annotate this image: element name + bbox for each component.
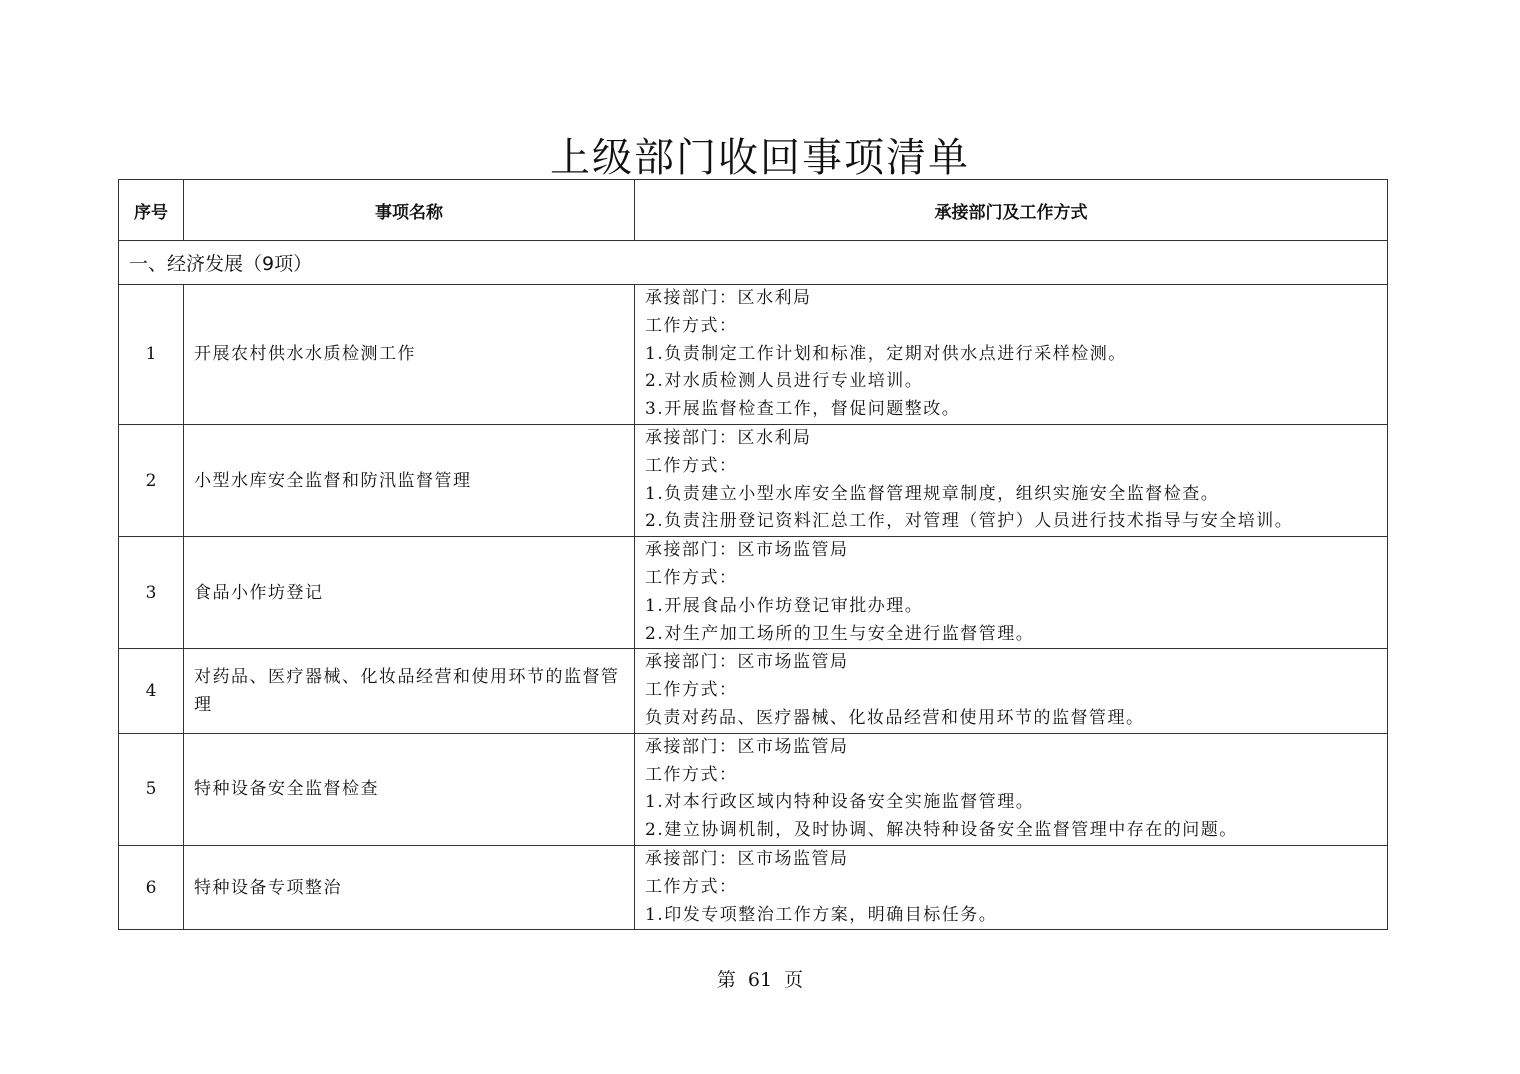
table-row <box>119 537 1388 649</box>
detail-line: 负责对药品、医疗器械、化妆品经营和使用环节的监督管理。 <box>645 707 1145 728</box>
page-title: 上级部门收回事项清单 <box>550 135 970 181</box>
item-name: 特种设备安全监督检查 <box>184 733 635 845</box>
items-table <box>118 179 1388 930</box>
row-number: 1 <box>119 285 184 425</box>
item-detail <box>635 285 1388 425</box>
row-number: 6 <box>119 845 184 929</box>
header-dept: 承接部门及工作方式 <box>635 180 1388 241</box>
item-detail <box>635 733 1388 845</box>
section-title: 一、经济发展（9项） <box>119 241 1388 285</box>
row-number: 2 <box>119 424 184 536</box>
detail-line: 工作方式： <box>645 764 738 785</box>
row-number: 3 <box>119 537 184 649</box>
detail-line: 1.对本行政区域内特种设备安全实施监督管理。 <box>645 792 1035 813</box>
row-number: 5 <box>119 733 184 845</box>
detail-line: 工作方式： <box>645 455 738 476</box>
detail-line: 2.负责注册登记资料汇总工作，对管理（管护）人员进行技术指导与安全培训。 <box>645 511 1294 532</box>
item-name: 特种设备专项整治 <box>184 845 635 929</box>
item-name: 食品小作坊登记 <box>184 537 635 649</box>
header-name: 事项名称 <box>184 180 635 241</box>
page-number: 61 <box>747 969 773 991</box>
table-row <box>119 424 1388 536</box>
item-detail <box>635 845 1388 929</box>
page-footer <box>0 965 1520 992</box>
item-detail <box>635 424 1388 536</box>
detail-line: 承接部门：区市场监管局 <box>645 540 849 561</box>
row-number: 4 <box>119 649 184 733</box>
detail-line: 承接部门：区市场监管局 <box>645 848 849 869</box>
detail-line: 工作方式： <box>645 315 738 336</box>
item-name: 小型水库安全监督和防汛监督管理 <box>184 424 635 536</box>
item-detail <box>635 649 1388 733</box>
detail-line: 承接部门：区市场监管局 <box>645 736 849 757</box>
table-row <box>119 845 1388 929</box>
section-row <box>119 241 1388 285</box>
footer-prefix: 第 <box>716 969 736 991</box>
item-name: 对药品、医疗器械、化妆品经营和使用环节的监督管理 <box>184 649 635 733</box>
detail-line: 承接部门：区水利局 <box>645 288 812 308</box>
footer-suffix: 页 <box>784 969 804 991</box>
detail-line: 工作方式： <box>645 680 738 701</box>
item-detail <box>635 537 1388 649</box>
detail-line: 承接部门：区水利局 <box>645 427 812 448</box>
detail-line: 1.负责建立小型水库安全监督管理规章制度，组织实施安全监督检查。 <box>645 483 1220 504</box>
detail-line: 1.印发专项整治工作方案，明确目标任务。 <box>645 904 998 925</box>
table-row <box>119 733 1388 845</box>
detail-line: 1.开展食品小作坊登记审批办理。 <box>645 595 924 616</box>
detail-line: 2.对水质检测人员进行专业培训。 <box>645 371 924 392</box>
item-name: 开展农村供水水质检测工作 <box>184 285 635 425</box>
header-no: 序号 <box>119 180 184 241</box>
detail-line: 承接部门：区市场监管局 <box>645 652 849 673</box>
detail-line: 工作方式： <box>645 567 738 588</box>
table-row <box>119 649 1388 733</box>
detail-line: 3.开展监督检查工作，督促问题整改。 <box>645 399 961 420</box>
detail-line: 2.对生产加工场所的卫生与安全进行监督管理。 <box>645 623 1035 644</box>
table-header-row <box>119 180 1388 241</box>
detail-line: 2.建立协调机制，及时协调、解决特种设备安全监督管理中存在的问题。 <box>645 820 1238 841</box>
detail-line: 1.负责制定工作计划和标准，定期对供水点进行采样检测。 <box>645 343 1127 364</box>
table-row <box>119 285 1388 425</box>
detail-line: 工作方式： <box>645 876 738 897</box>
